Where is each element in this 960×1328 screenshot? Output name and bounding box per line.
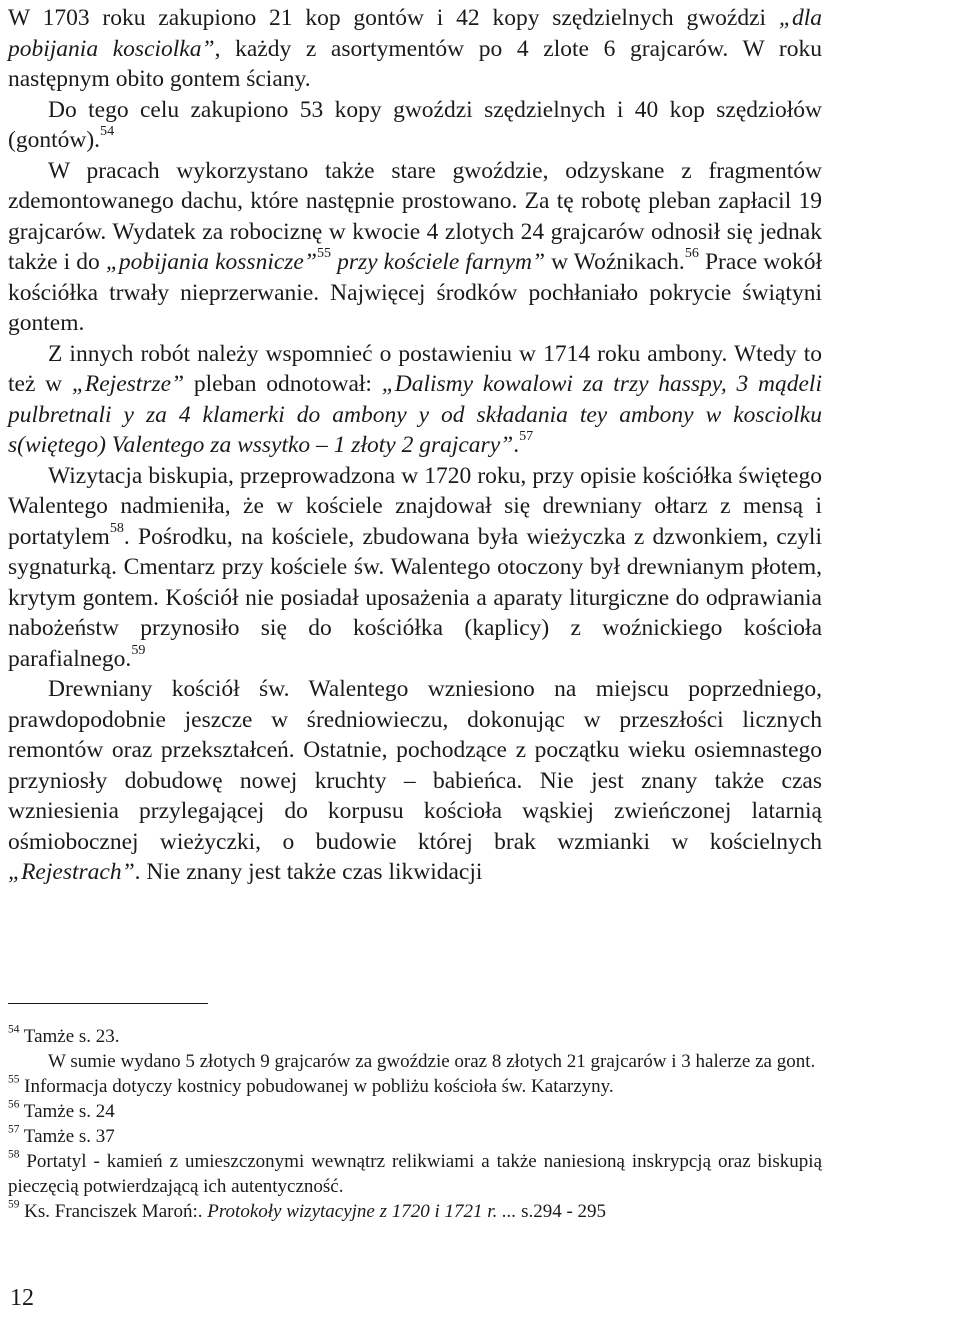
footnote-56: $^{56}$ Tamże s. 24 [8, 1098, 115, 1122]
footnote-59: $^{59}$ Ks. Franciszek Maroń:. Protokoły wizytacyjne z 1720 i 1721 r. ... s.294 - 295 [8, 1198, 607, 1222]
footnote-ref-59[interactable]: 59 [131, 641, 146, 658]
paragraph-1: W 1703 roku zakupiono 21 kop gontów i 42 kopy szędzielnych gwoździ „dla pobijania kosciolka”, każdy z asortymentów po 4 zlote 6 grajcarów. W roku następnym obito gontem ściany. [8, 5, 822, 92]
main-text [8, 3, 822, 888]
footnote-58: $^{58}$ Portatyl - kamień z umieszczonymi wewnątrz relikwiami a także naniesioną inskrypcją oraz biskupią pieczęcią potwierdzającą ich autentyczność. [8, 1148, 822, 1197]
footnote-ref-57[interactable]: 57 [519, 428, 534, 445]
footnote-55: $^{55}$ Informacja dotyczy kostnicy pobudowanej w pobliżu kościoła św. Katarzyny. [8, 1073, 614, 1097]
paragraph-5: Wizytacja biskupia, przeprowadzona w 1720 roku, przy opisie kościółka świętego Walentego nadmieniła, że w kościele znajdował się drewniany ołtarz z mensą i portatylem$^{58}$. Pośrodku, na kościele, zbudowana była wieżyczka z dzwonkiem, czyli sygnaturką. Cmentarz przy kościele św. Walentego otoczony był drewnianym płotem, krytym gontem. Kościół nie posiadał uposażenia a aparaty liturgiczne do odprawiania nabożeństw przynosiło się do kościółka (kaplicy) z woźnickiego kościoła parafialnego.$^{59}$ [8, 462, 822, 672]
footnote-ref-54[interactable]: 54 [100, 123, 115, 140]
footnote-ref-58[interactable]: 58 [109, 519, 124, 536]
page-number: 12 [10, 1285, 34, 1311]
footnote-54: $^{54}$ Tamże s. 23. [8, 1023, 120, 1047]
footnote-57: $^{57}$ Tamże s. 37 [8, 1123, 115, 1147]
footnote-54-continued: W sumie wydano 5 złotych 9 grajcarów za gwoździe oraz 8 złotych 21 grajcarów i 3 halerze za gont. [48, 1051, 816, 1072]
footnotes [8, 1024, 822, 1224]
paragraph-6: Drewniany kościół św. Walentego wzniesiono na miejscu poprzedniego, prawdopodobnie jeszcze w średniowieczu, dokonując w przeszłości licznych remontów oraz przekształceń. Ostatnie, pochodzące z początku wieku osiemnastego przyniosły dobudowę nowej kruchty – babieńca. Nie jest znany także czas wzniesienia przylegającej do korpusu kościoła wąskiej zwieńczonej latarnią ośmiobocznej wieżyczki, o budowie której brak wzmianki w kościelnych „Rejestrach”. Nie znany jest także czas likwidacji [8, 676, 822, 885]
paragraph-3: W pracach wykorzystano także stare gwoździe, odzyskane z fragmentów zdemontowanego dachu, które następnie prostowano. Za tę robotę pleban zapłacil 19 grajcarów. Wydatek za robociznę w kwocie 4 zlotych 24 grajcarów odnosił się jednak także i do „pobijania kossnicze”$^{55}$ przy kościele farnym” w Woźnikach.$^{56}$ Prace wokół kościółka trwały nieprzerwanie. Najwięcej środków pochłaniało pokrycie świątyni gontem. [8, 157, 823, 336]
paragraph-2: Do tego celu zakupiono 53 kopy gwoździ szędzielnych i 40 kop szędziołów (gontów).$^{54}$ [8, 96, 822, 153]
paragraph-4: Z innych robót należy wspomnieć o postawieniu w 1714 roku ambony. Wtedy to też w „Rejestrze” pleban odnotował: „Dalismy kowalowi za trzy hasspy, 3 mądeli pulbretnali y za 4 klamerki do ambony y od składania tey ambony w kosciolku s(więtego) Valentego za wssytko – 1 złoty 2 grajcary”.$^{57}$ [8, 340, 822, 458]
footnote-ref-56[interactable]: 56 [684, 245, 699, 262]
footnote-ref-55[interactable]: 55 [316, 245, 332, 262]
footnote-separator [8, 1003, 208, 1004]
